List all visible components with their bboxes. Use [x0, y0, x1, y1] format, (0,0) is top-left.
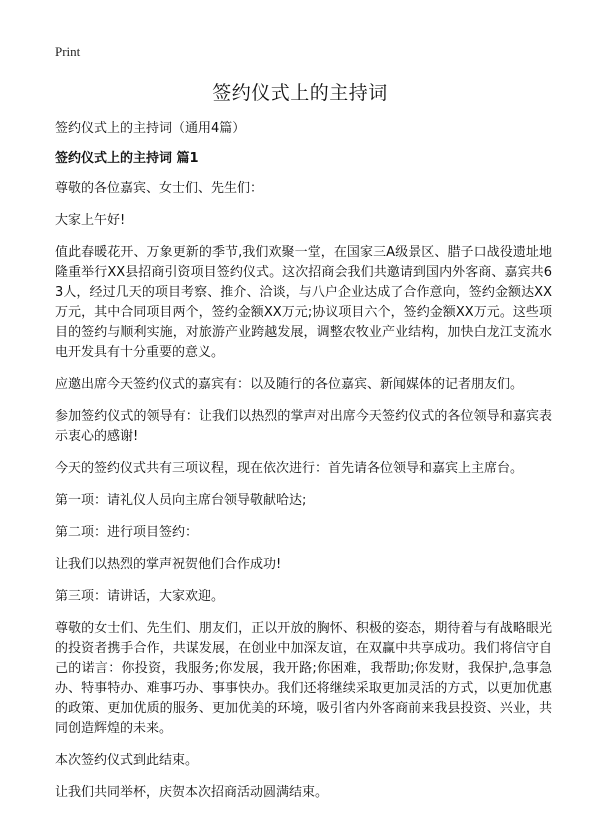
paragraph-introduction: 值此春暖花开、万象更新的季节,我们欢聚一堂，在国家三A级景区、腊子口战役遗址地隆重举行XX县招商引资项目签约仪式。这次招商会我们共邀请到国内外客商、嘉宾共63人，经过几天的项目考察、推介、洽谈，与八户企业达成了合作意向，签约金额达XX万元，其中合同项目两个，签约金额XX万元;协议项目六个，签约金额XX万元。这些项目的签约与顺利实施，对旅游产业跨越发展，调整农牧业产业结构，加快白龙江支流水电开发具有十分重要的意义。	[55, 245, 552, 360]
paragraph-item-three: 第三项：请讲话，大家欢迎。	[55, 589, 225, 604]
paragraph-agenda: 今天的签约仪式共有三项议程，现在依次进行：首先请各位领导和嘉宾上主席台。	[55, 461, 524, 476]
paragraph-greeting: 尊敬的各位嘉宾、女士们、先生们：	[55, 181, 264, 196]
paragraph-congratulate: 让我们以热烈的掌声祝贺他们合作成功!	[55, 557, 282, 572]
document-body	[55, 119, 552, 815]
paragraph-item-one: 第一项：请礼仪人员向主席台领导敬献哈达;	[55, 493, 307, 508]
paragraph-leaders: 参加签约仪式的领导有：让我们以热烈的掌声对出席今天签约仪式的各位领导和嘉宾表示衷心的感谢!	[55, 409, 552, 444]
print-link[interactable]: Print	[55, 44, 81, 59]
paragraph-morning: 大家上午好!	[55, 213, 126, 228]
paragraph-toast: 让我们共同举杯，庆贺本次招商活动圆满结束。	[55, 785, 329, 800]
paragraph-guests: 应邀出席今天签约仪式的嘉宾有：以及随行的各位嘉宾、新闻媒体的记者朋友们。	[55, 377, 524, 392]
section-heading: 签约仪式上的主持词 篇1	[55, 151, 199, 166]
paragraph-item-two: 第二项：进行项目签约：	[55, 525, 199, 540]
paragraph-closing: 本次签约仪式到此结束。	[55, 753, 199, 768]
document-subtitle: 签约仪式上的主持词（通用4篇）	[55, 121, 246, 136]
paragraph-speech: 尊敬的女士们、先生们、朋友们，正以开放的胸怀、积极的姿态，期待着与有战略眼光的投资者携手合作，共谋发展，在创业中加深友谊，在双赢中共享成功。我们将信守自己的诺言：你投资，我服务;你发展，我开路;你困难，我帮助;你发财，我保护,急事急办、特事特办、难事巧办、事事快办。我们还将继续采取更加灵活的方式，以更加优惠的政策、更加优质的服务、更加优美的环境，吸引省内外客商前来我县投资、兴业，共同创造辉煌的未来。	[55, 621, 552, 736]
page-title: 签约仪式上的主持词	[212, 82, 388, 104]
